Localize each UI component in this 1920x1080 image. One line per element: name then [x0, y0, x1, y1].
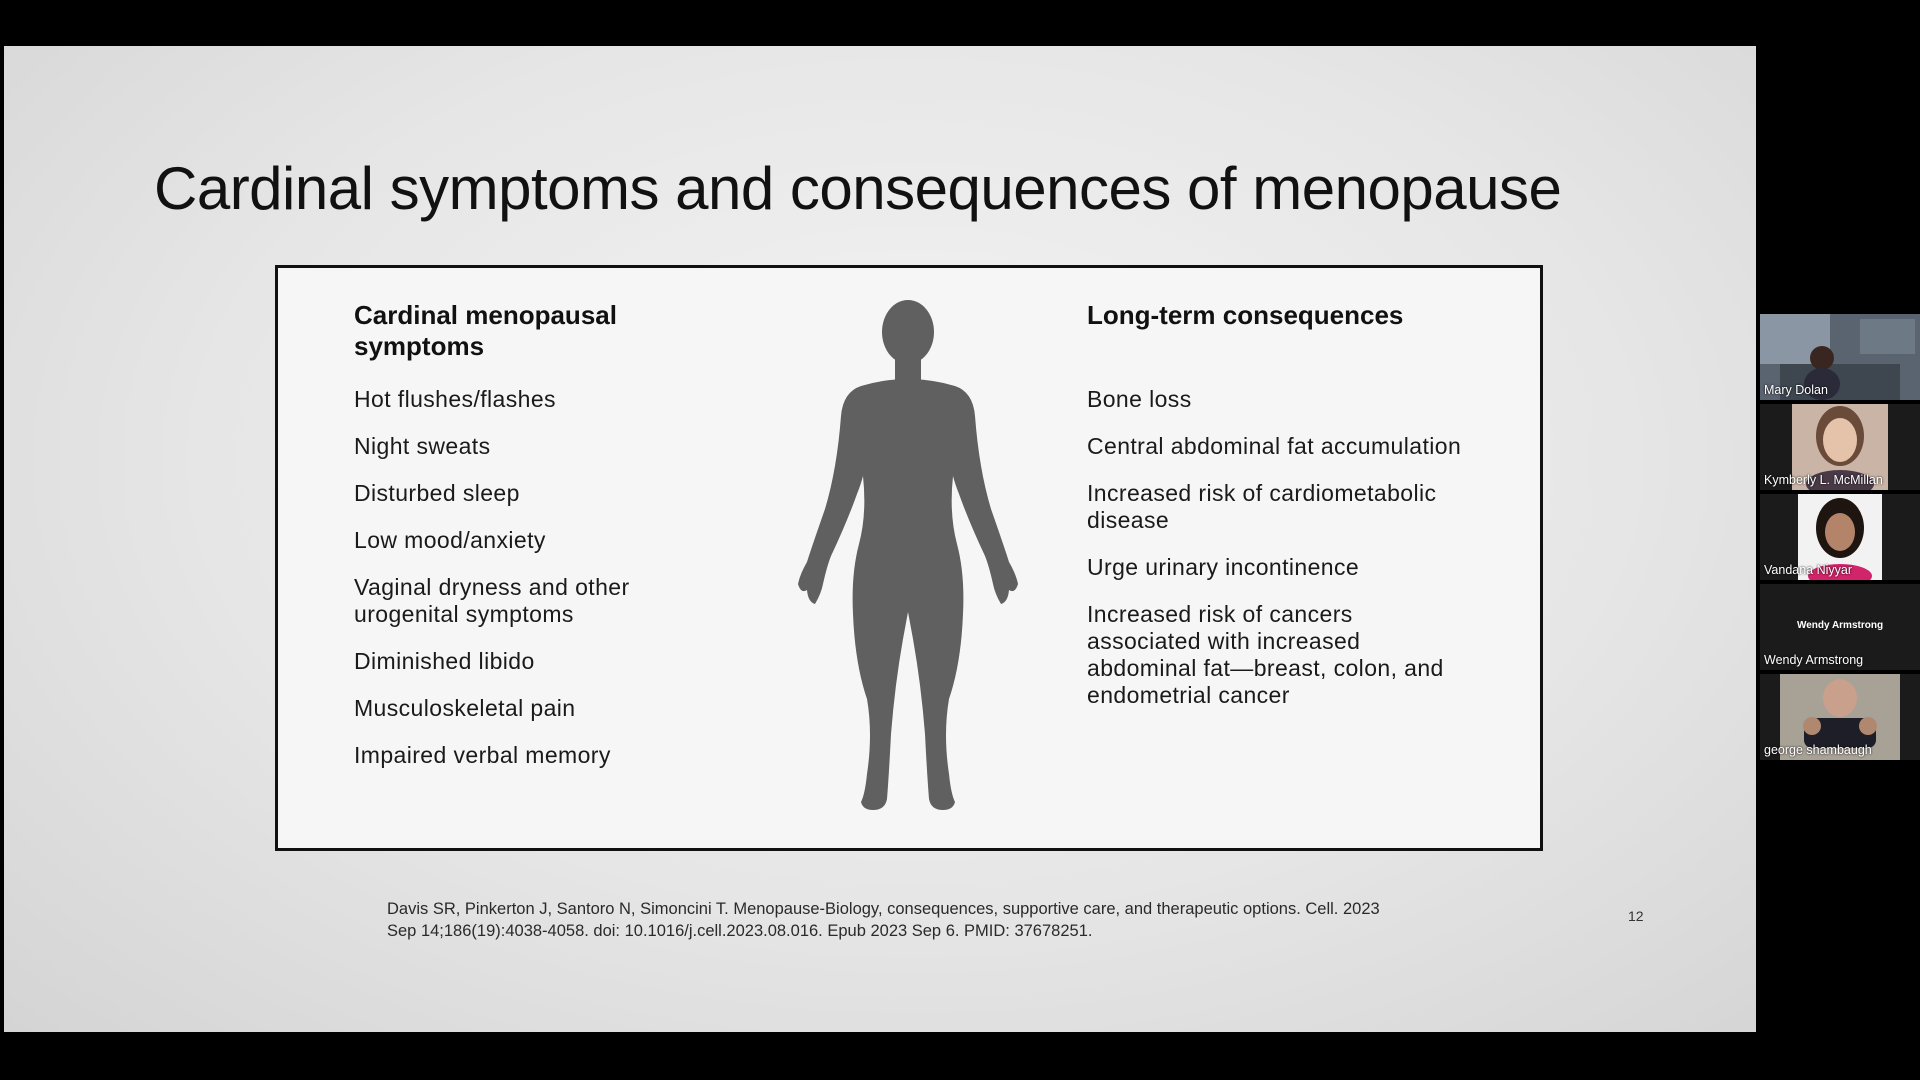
- symptoms-column: [354, 300, 714, 789]
- participant-panel: [1760, 314, 1920, 764]
- symptoms-heading: Cardinal menopausal symptoms: [354, 300, 617, 361]
- list-item: Increased risk of cardiometabolic disease: [1087, 480, 1437, 533]
- list-item: Urge urinary incontinence: [1087, 554, 1360, 580]
- participant-tile-mary-dolan[interactable]: [1760, 314, 1920, 400]
- participant-tile-wendy-armstrong[interactable]: [1760, 584, 1920, 670]
- participant-name: Kymberly L. McMillan: [1764, 473, 1883, 487]
- participant-video-off-label: Wendy Armstrong: [1796, 620, 1884, 631]
- participant-name: george shambaugh: [1764, 743, 1872, 757]
- participant-name: Vandana Niyyar: [1764, 563, 1853, 577]
- list-item: Low mood/anxiety: [354, 527, 546, 553]
- presentation-slide: [4, 46, 1756, 1032]
- human-silhouette-icon: [763, 294, 1053, 824]
- list-item: Bone loss: [1087, 386, 1192, 412]
- consequences-heading: Long-term consequences: [1087, 300, 1404, 330]
- participant-name: Mary Dolan: [1764, 383, 1828, 397]
- page-number: 12: [1628, 908, 1644, 924]
- participant-tile-vandana-niyyar[interactable]: [1760, 494, 1920, 580]
- list-item: Disturbed sleep: [354, 480, 520, 506]
- citation: Davis SR, Pinkerton J, Santoro N, Simoncini T. Menopause-Biology, consequences, supportive care, and therapeutic options. Cell. 2023 Sep 14;186(19):4038-4058. doi: 10.1016/j.cell.2023.08.016. Epub 2023 Sep 6. PMID: 37678251.: [387, 900, 1380, 940]
- consequences-column: [1087, 300, 1467, 729]
- list-item: Hot flushes/flashes: [354, 386, 556, 412]
- list-item: Musculoskeletal pain: [354, 695, 576, 721]
- list-item: Diminished libido: [354, 648, 535, 674]
- list-item: Increased risk of cancers associated with increased abdominal fat—breast, colon, and endometrial cancer: [1087, 601, 1444, 708]
- participant-tile-george-shambaugh[interactable]: [1760, 674, 1920, 760]
- slide-title: Cardinal symptoms and consequences of menopause: [154, 155, 1562, 222]
- figure-panel: [275, 265, 1543, 851]
- list-item: Central abdominal fat accumulation: [1087, 433, 1462, 459]
- consequences-list: [1087, 386, 1467, 709]
- list-item: Impaired verbal memory: [354, 742, 611, 768]
- list-item: Vaginal dryness and other urogenital symptoms: [354, 574, 630, 627]
- symptoms-list: [354, 386, 714, 769]
- list-item: Night sweats: [354, 433, 491, 459]
- participant-tile-kymberly-mcmillan[interactable]: [1760, 404, 1920, 490]
- participant-name: Wendy Armstrong: [1764, 653, 1864, 667]
